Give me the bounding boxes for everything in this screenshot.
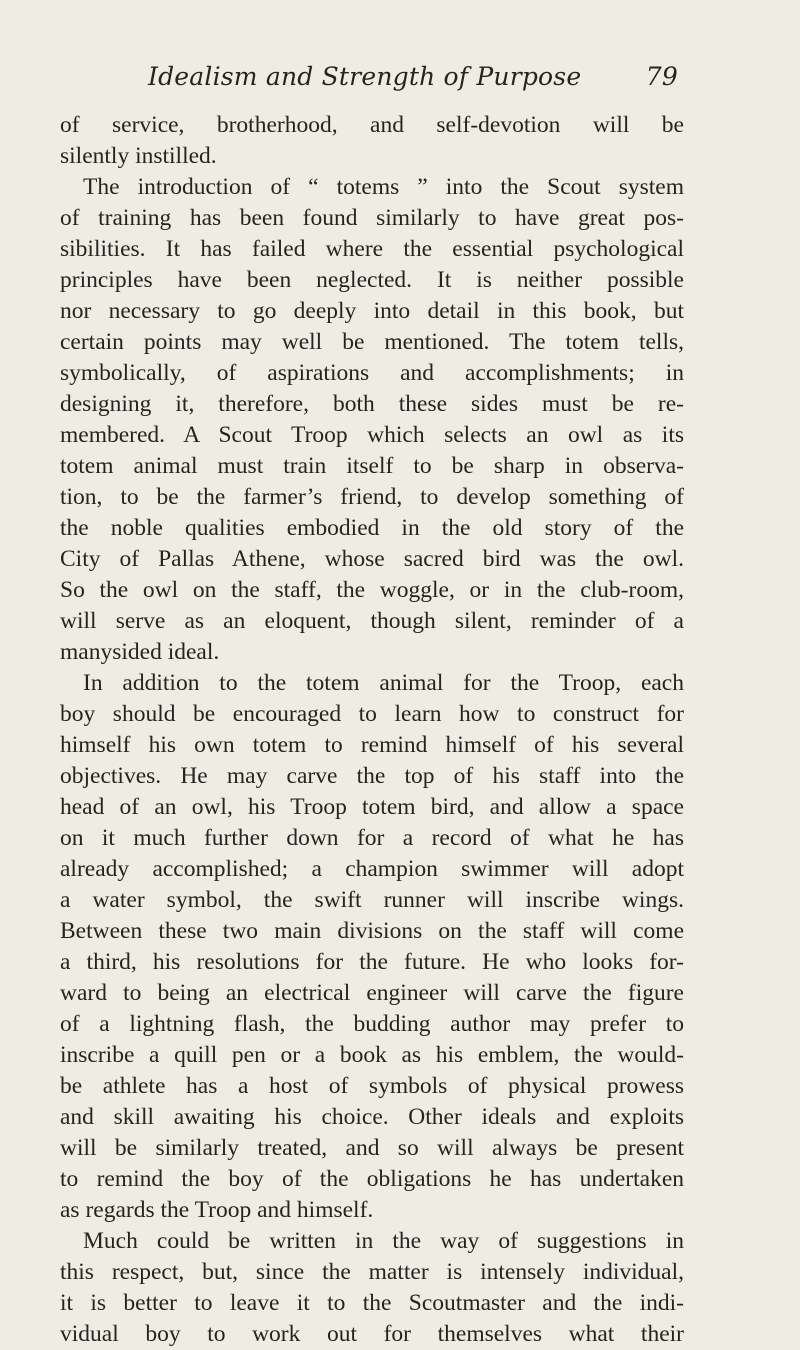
text-line: symbolically, of aspirations and accomplishments; in: [60, 360, 684, 386]
text-line: to remind the boy of the obligations he has undertaken: [60, 1166, 684, 1192]
text-line: as regards the Troop and himself.: [60, 1197, 374, 1223]
text-line: membered. A Scout Troop which selects an owl as its: [60, 422, 684, 448]
text-line: the noble qualities embodied in the old story of the: [60, 515, 684, 541]
page-number: 79: [645, 62, 678, 91]
text-line: ward to being an electrical engineer will carve the figure: [60, 980, 684, 1006]
text-line: The introduction of “ totems ” into the Scout system: [83, 174, 684, 200]
text-line: of a lightning flash, the budding author may prefer to: [60, 1011, 684, 1037]
text-line: Much could be written in the way of suggestions in: [83, 1228, 684, 1254]
running-title: Idealism and Strength of Purpose: [148, 62, 582, 91]
text-line: it is better to leave it to the Scoutmaster and the indi-: [60, 1290, 684, 1316]
text-line: silently instilled.: [60, 143, 217, 169]
text-line: City of Pallas Athene, whose sacred bird was the owl.: [60, 546, 684, 572]
text-line: designing it, therefore, both these sides must be re-: [60, 391, 684, 417]
text-line: of service, brotherhood, and self-devotion will be: [60, 112, 684, 138]
text-line: of training has been found similarly to have great pos-: [60, 205, 684, 231]
text-line: this respect, but, since the matter is intensely individual,: [60, 1259, 684, 1285]
text-line: head of an owl, his Troop totem bird, and allow a space: [60, 794, 684, 820]
text-line: and skill awaiting his choice. Other ideals and exploits: [60, 1104, 684, 1130]
text-line: nor necessary to go deeply into detail in this book, but: [60, 298, 684, 324]
text-line: totem animal must train itself to be sharp in observa-: [60, 453, 684, 479]
text-line: So the owl on the staff, the woggle, or in the club-room,: [60, 577, 684, 603]
text-line: be athlete has a host of symbols of physical prowess: [60, 1073, 684, 1099]
text-line: a water symbol, the swift runner will inscribe wings.: [60, 887, 684, 913]
running-head: [148, 62, 678, 102]
text-line: will be similarly treated, and so will always be present: [60, 1135, 684, 1161]
text-line: tion, to be the farmer’s friend, to develop something of: [60, 484, 684, 510]
text-line: himself his own totem to remind himself of his several: [60, 732, 684, 758]
text-line: principles have been neglected. It is neither possible: [60, 267, 684, 293]
body-text: [60, 110, 684, 1350]
text-line: a third, his resolutions for the future. He who looks for-: [60, 949, 684, 975]
text-line: already accomplished; a champion swimmer will adopt: [60, 856, 684, 882]
text-line: boy should be encouraged to learn how to construct for: [60, 701, 684, 727]
text-line: objectives. He may carve the top of his staff into the: [60, 763, 684, 789]
text-line: Between these two main divisions on the staff will come: [60, 918, 684, 944]
text-line: will serve as an eloquent, though silent, reminder of a: [60, 608, 684, 634]
text-line: sibilities. It has failed where the essential psychological: [60, 236, 684, 262]
text-line: certain points may well be mentioned. The totem tells,: [60, 329, 684, 355]
text-line: vidual boy to work out for themselves what their: [60, 1321, 684, 1347]
text-line: inscribe a quill pen or a book as his emblem, the would-: [60, 1042, 684, 1068]
text-line: on it much further down for a record of what he has: [60, 825, 684, 851]
text-line: manysided ideal.: [60, 639, 220, 665]
text-line: In addition to the totem animal for the Troop, each: [83, 670, 684, 696]
